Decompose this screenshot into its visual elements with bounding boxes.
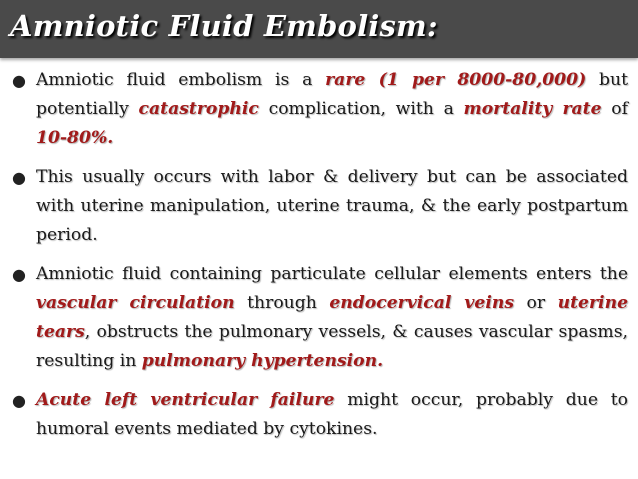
text-segment: Amniotic fluid embolism is a xyxy=(36,70,326,90)
text-segment: This usually occurs with labor & delivery but can be associated with uterine manipulation, uterine trauma, & the early postpartum period. xyxy=(36,167,628,245)
highlight-segment: Acute left ventricular failure xyxy=(36,390,335,410)
text-segment: Amniotic fluid containing particulate cellular elements enters the xyxy=(36,264,628,284)
bullet-text xyxy=(36,386,628,444)
text-segment: complication, with a xyxy=(258,99,464,119)
bullet-icon: ● xyxy=(12,391,26,410)
bullet-icon: ● xyxy=(12,168,26,187)
bullet-item-4 xyxy=(10,386,628,444)
text-segment: through xyxy=(234,293,330,313)
bullet-text xyxy=(36,66,628,153)
title-bar xyxy=(0,0,638,58)
highlight-segment: catastrophic xyxy=(138,99,259,119)
text-segment: or xyxy=(514,293,558,313)
text-segment: but potentially xyxy=(36,70,628,119)
highlight-segment: rare (1 per 8000-80,000) xyxy=(325,70,587,90)
bullet-list xyxy=(10,66,628,454)
bullet-item-3 xyxy=(10,260,628,376)
bullet-icon: ● xyxy=(12,265,26,284)
text-segment: might occur, probably due to humoral events mediated by cytokines. xyxy=(36,390,628,439)
highlight-segment: endocervical veins xyxy=(329,293,515,313)
highlight-segment: vascular circulation xyxy=(36,293,235,313)
highlight-segment: 10-80%. xyxy=(36,128,114,148)
slide-title: Amniotic Fluid Embolism: xyxy=(10,9,438,43)
highlight-segment: pulmonary hypertension. xyxy=(141,351,384,371)
text-segment: , obstructs the pulmonary vessels, & causes vascular spasms, resulting in xyxy=(36,322,628,371)
bullet-item-2 xyxy=(10,163,628,250)
text-segment: of xyxy=(601,99,628,119)
bullet-icon: ● xyxy=(12,71,26,90)
bullet-item-1 xyxy=(10,66,628,153)
highlight-segment: uterine tears xyxy=(36,293,629,342)
bullet-text xyxy=(36,260,628,376)
highlight-segment: mortality rate xyxy=(463,99,602,119)
bullet-text xyxy=(36,163,628,250)
